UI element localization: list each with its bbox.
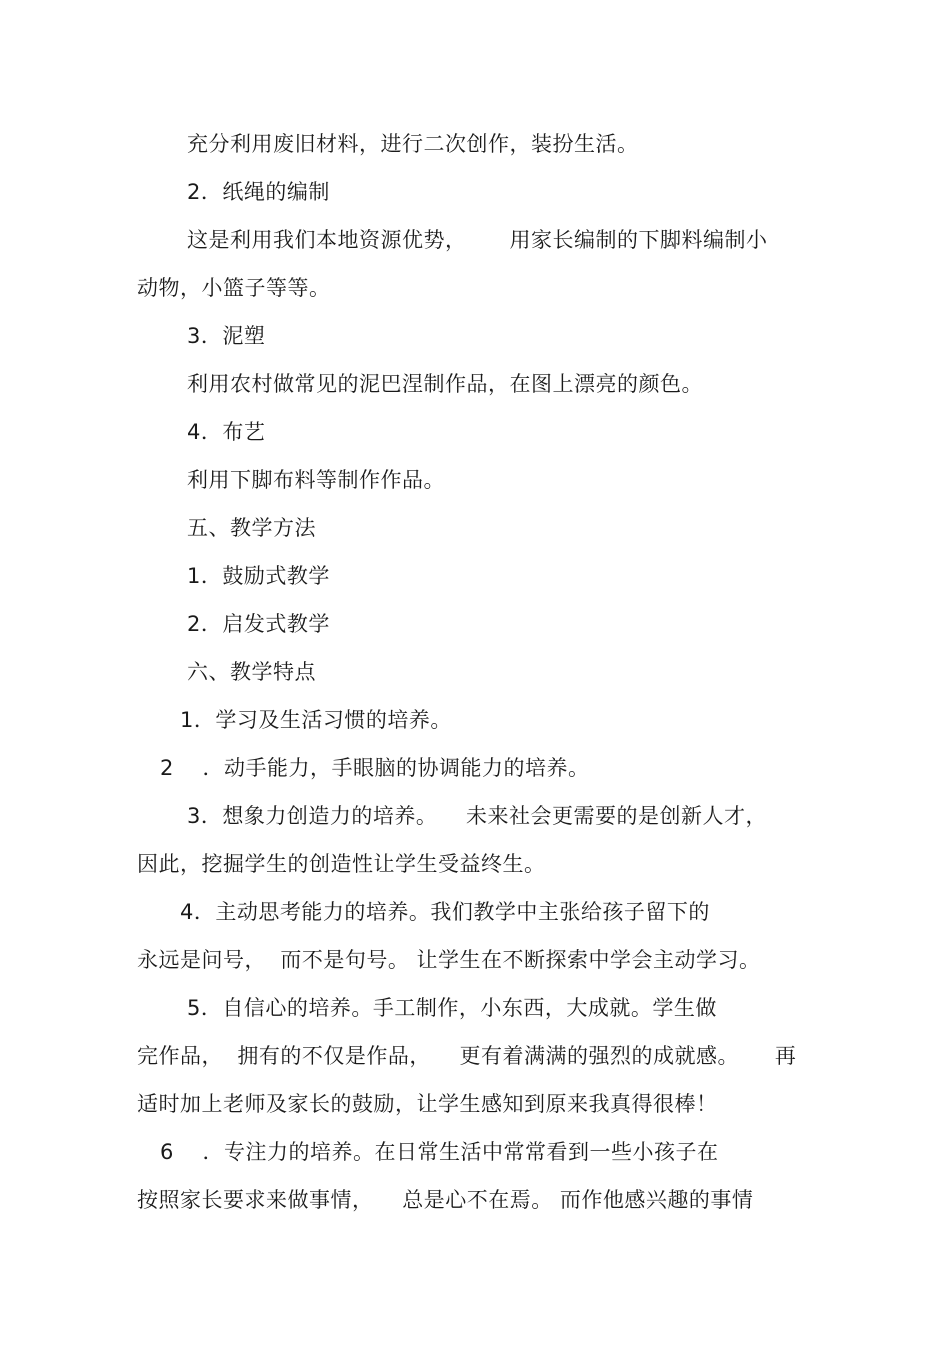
text-line: 1．鼓励式教学 [187, 564, 330, 588]
text-line: 充分利用废旧材料，进行二次创作，装扮生活。 [187, 132, 639, 156]
text-line: 4．主动思考能力的培养。我们教学中主张给孩子留下的 [180, 900, 710, 924]
text-line: 利用农村做常见的泥巴涅制作品，在图上漂亮的颜色。 [187, 372, 703, 396]
text-line: 适时加上老师及家长的鼓励，让学生感知到原来我真得很棒！ [137, 1092, 718, 1116]
text-line: 因此，挖掘学生的创造性让学生受益终生。 [137, 852, 546, 876]
text-line: 完作品， 拥有的不仅是作品， 更有着满满的强烈的成就感。 再 [137, 1044, 797, 1068]
text-line: 2．纸绳的编制 [187, 180, 330, 204]
section-heading: 五、教学方法 [187, 516, 316, 540]
text-line: 2 ．动手能力，手眼脑的协调能力的培养。 [160, 756, 590, 780]
text-line: 利用下脚布料等制作作品。 [187, 468, 445, 492]
text-line: 4．布艺 [187, 420, 266, 444]
text-line: 1．学习及生活习惯的培养。 [180, 708, 452, 732]
text-line: 这是利用我们本地资源优势， 用家长编制的下脚料编制小 [187, 228, 768, 252]
section-heading: 六、教学特点 [187, 660, 316, 684]
text-line: 2．启发式教学 [187, 612, 330, 636]
text-line: 5．自信心的培养。手工制作，小东西，大成就。学生做 [187, 996, 717, 1020]
text-line: 永远是问号， 而不是句号。 让学生在不断探索中学会主动学习。 [137, 948, 761, 972]
text-line: 6 ．专注力的培养。在日常生活中常常看到一些小孩子在 [160, 1140, 719, 1164]
text-line: 3．想象力创造力的培养。 未来社会更需要的是创新人才， [187, 804, 768, 828]
text-line: 3．泥塑 [187, 324, 266, 348]
text-line: 动物，小篮子等等。 [137, 276, 331, 300]
text-line: 按照家长要求来做事情， 总是心不在焉。 而作他感兴趣的事情 [137, 1188, 754, 1212]
